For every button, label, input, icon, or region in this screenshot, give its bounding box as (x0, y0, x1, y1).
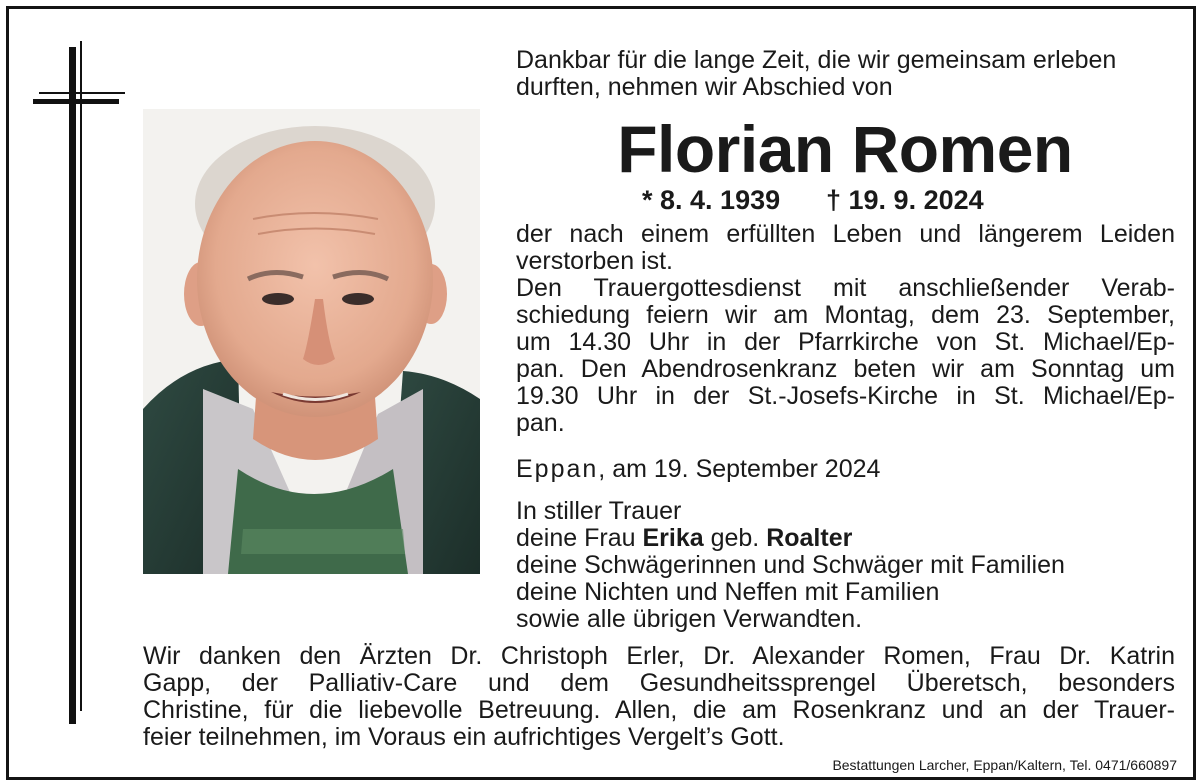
thanks-line: Christine, für die liebevolle Betreuung. Allen, die am Rosenkranz und an der Trauer- (143, 696, 1175, 724)
service-text (516, 275, 1175, 437)
portrait-photo (143, 109, 480, 574)
service-line: um 14.30 Uhr in der Pfarrkirche von St. Michael/Ep- (516, 328, 1175, 356)
deceased-name: Florian Romen (617, 112, 1073, 186)
service-line: Den Trauergottesdienst mit anschließender Verab- (516, 274, 1175, 302)
service-line: pan. (516, 409, 565, 437)
intro-line: durften, nehmen wir Abschied von (516, 73, 893, 101)
mourners-list (516, 498, 1065, 633)
thanks-text (143, 643, 1175, 751)
mourner-line: sowie alle übrigen Verwandten. (516, 605, 863, 633)
service-line: schiedung feiern wir am Montag, dem 23. September, (516, 301, 1175, 329)
thanks-line: Gapp, der Palliativ-Care und dem Gesundheitssprengel Überetsch, besonders (143, 669, 1175, 697)
mourners-heading: In stiller Trauer (516, 497, 682, 525)
thanks-line: Wir danken den Ärzten Dr. Christoph Erler, Dr. Alexander Romen, Frau Dr. Katrin (143, 642, 1175, 670)
description-text (516, 221, 1175, 275)
intro-text (516, 47, 1116, 101)
intro-line: Dankbar für die lange Zeit, die wir gemeinsam erleben (516, 46, 1117, 74)
service-line: pan. Den Abendrosenkranz beten wir am Sonntag um (516, 355, 1175, 383)
mourner-line: deine Nichten und Neffen mit Familien (516, 578, 940, 606)
description-line: der nach einem erfüllten Leben und längerem Leiden (516, 220, 1175, 248)
thanks-line: feier teilnehmen, im Voraus ein aufrichtiges Vergelt’s Gott. (143, 723, 785, 751)
mourner-wife: deine Frau Erika geb. Roalter (516, 524, 853, 552)
obituary-card (6, 6, 1196, 780)
mourner-line: deine Schwägerinnen und Schwäger mit Familien (516, 551, 1065, 579)
place-name: Eppan (516, 455, 599, 483)
service-line: 19.30 Uhr in der St.-Josefs-Kirche in St. Michael/Ep- (516, 382, 1175, 410)
place-date (516, 456, 880, 483)
date-text: , am 19. September 2024 (598, 455, 881, 483)
description-line: verstorben ist. (516, 247, 674, 275)
death-date: † 19. 9. 2024 (826, 185, 984, 215)
birth-date: * 8. 4. 1939 (642, 185, 781, 215)
funeral-home-footer: Bestattungen Larcher, Eppan/Kaltern, Tel. 0471/660897 (832, 757, 1177, 773)
